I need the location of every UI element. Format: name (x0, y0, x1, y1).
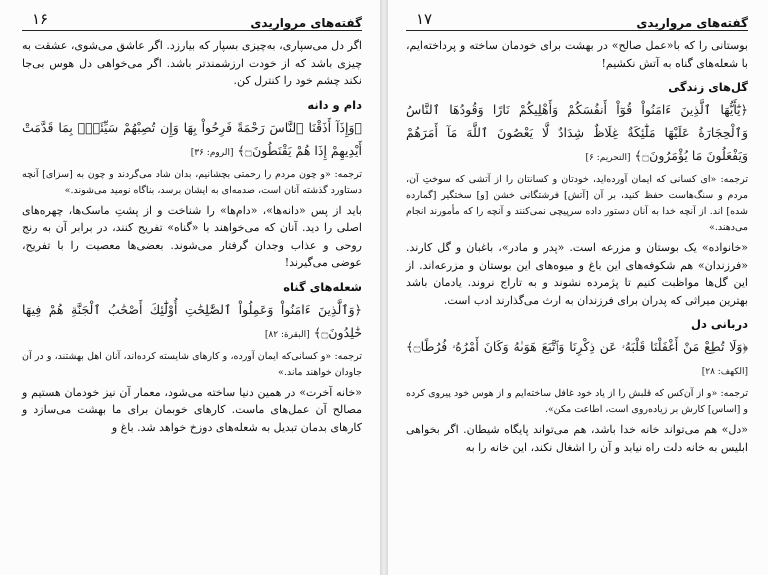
book-gutter (380, 0, 388, 575)
verse-translation: ترجمه: «و کسانی‌که ایمان آورده، و کارهای شایسته کرده‌اند، آنان اهل بهشتند، و در آن جاودان خواهند ماند.» (22, 350, 362, 378)
section-heading: دام و دانه (307, 97, 362, 112)
left-page (0, 0, 380, 575)
verse-reference: [التحریم: ۶] (585, 153, 631, 163)
paragraph: «دل» هم می‌تواند خانه خدا باشد، هم می‌تواند پایگاه شیطان. اگر بخواهی ابلیس به خانه دلت راه نیابد و آن را اشغال نکند، این خانه را به (406, 423, 748, 454)
verse-translation: ترجمه: «ای کسانی که ایمان آورده‌اید، خودتان و کسانتان را از آتشی که سوختِ آن، مردم و سنگ‌هاست حفظ کنید، بر آن [آتش] فرشتگانی خشن [و] سختگیر [گمارده شده] اند. از آنچه خدا به آنان دستور داده سرپیچی نمی‌کنند و آنچه را که مأمورند انجام می‌دهند.» (406, 174, 748, 233)
paragraph: باید از پس «دانه‌ها»، «دام‌ها» را شناخت و از پشتِ ماسک‌ها، چهره‌های اصلی را دید. آنان که می‌خواهند با «گناه» تفریح کنند، در برابر آن به رنج روحی و عذاب وجدان گرفتار می‌شوند. بعضی‌ها معصیت را با تفریح، عوضی می‌گیرند! (22, 203, 362, 269)
left-page-content (22, 37, 362, 436)
page-number: ۱۷ (416, 10, 433, 28)
verse-reference: [البقرة: ۸۲] (264, 329, 310, 340)
verse-reference: [الكهف: ۲۸] (701, 367, 748, 377)
right-page (388, 0, 768, 575)
quran-verse (406, 98, 748, 170)
verse-text: ﴿وَٱلَّذِينَ ءَامَنُواْ وَعَمِلُواْ ٱلصَّٰلِحَٰتِ أُوْلَٰٓئِكَ أَصْحَٰبُ ٱلْجَنَّةِ هُمْ فِيهَا خَٰلِدُونَ۝﴾ (22, 301, 362, 340)
quran-verse (406, 335, 748, 384)
quran-verse (22, 116, 362, 165)
running-title: گفته‌های مرواریدی (250, 16, 362, 30)
page-number: ۱۶ (32, 10, 49, 28)
right-page-header (406, 4, 748, 31)
paragraph: بوستانی را که با«عمل صالح» در بهشت برای خودمان ساخته و پرداخته‌ایم، با شعله‌های گناه به آتش نکشیم! (406, 39, 748, 70)
verse-text: ﴿وَإِذَآ أَذَقْنَا ٱلنَّاسَ رَحْمَةً فَرِحُواْ بِهَا وَإِن تُصِبْهُمْ سَيِّئَةٌۢ بِمَا قَدَّمَتْ أَيْدِيهِمْ إِذَا هُمْ يَقْنَطُونَ۝﴾ (22, 119, 362, 158)
running-title: گفته‌های مرواریدی (636, 16, 748, 30)
paragraph: «خانواده» یک بوستان و مزرعه است. «پدر و مادر»، باغبان و گل کارند. «فرزندان» هم شکوفه‌های این باغ و میوه‌های این بوستان و مزرعه‌اند. از این گل‌ها مواظبت کنیم تا پژمرده نشوند و به تاراج نروند. یادمان باشد بهترین میراثی که پدران برای فرزندان به ارث می‌گذارند ادب است. (406, 241, 748, 307)
left-page-header (22, 4, 362, 31)
quran-verse (22, 298, 362, 347)
verse-text: ﴿يَٰٓأَيُّهَا ٱلَّذِينَ ءَامَنُواْ قُوٓاْ أَنفُسَكُمْ وَأَهْلِيكُمْ نَارًا وَقُودُهَا ٱلنَّاسُ وَٱلْحِجَارَةُ عَلَيْهَا مَلَٰٓئِكَةٌ غِلَاظٌ شِدَادٌ لَّا يَعْصُونَ ٱللَّهَ مَآ أَمَرَهُمْ وَيَفْعَلُونَ مَا يُؤْمَرُونَ۝﴾ (406, 102, 748, 163)
right-page-content (406, 37, 748, 456)
section-heading: دربانی دل (691, 317, 748, 331)
section-heading: شعله‌های گناه (283, 279, 362, 294)
section-heading: گل‌های زندگی (668, 80, 748, 94)
paragraph: «خانه آخرت» در همین دنیا ساخته می‌شود، معمار آن نیز خودمان هستیم و مصالح آن عمل‌های ماست. کارهای خوبمان برای ما بهشت می‌سازد و کارهای بدمان تبدیل به شعله‌های دوزخ خواهد شد. باغ و (22, 385, 362, 434)
verse-translation: ترجمه: «و از آن‌کس که قلبش را از یاد خود غافل ساخته‌ایم و از هوس خود پیروی کرده و [اساس] کارش بر زیاده‌روی است، اطاعت مکن». (406, 388, 748, 415)
verse-text: ﴿وَلَا تُطِعْ مَنْ أَغْفَلْنَا قَلْبَهُۥ عَن ذِكْرِنَا وَٱتَّبَعَ هَوَىٰهُ وَكَانَ أَمْرُهُۥ فُرُطًا۝﴾ (406, 339, 748, 354)
verse-reference: [الروم: ۳۶] (190, 147, 234, 158)
paragraph: اگر دل می‌سپاری، به‌چیزی بسپار که بیارزد. اگر عاشق می‌شوی، عشقت به چیزی باشد که از خودت ارزشمندتر باشد. اگر می‌خواهی دل هوس بی‌جا نکند چشم خود را کنترل کن. (22, 39, 362, 87)
verse-translation: ترجمه: «و چون مردم را رحمتی بچشانیم، بدان شاد می‌گردند و چون به [سزای] آنچه دستاورد گذشته آنان است، صدمه‌ای به ایشان برسد، بناگاه نومید می‌شوند.» (22, 168, 362, 196)
